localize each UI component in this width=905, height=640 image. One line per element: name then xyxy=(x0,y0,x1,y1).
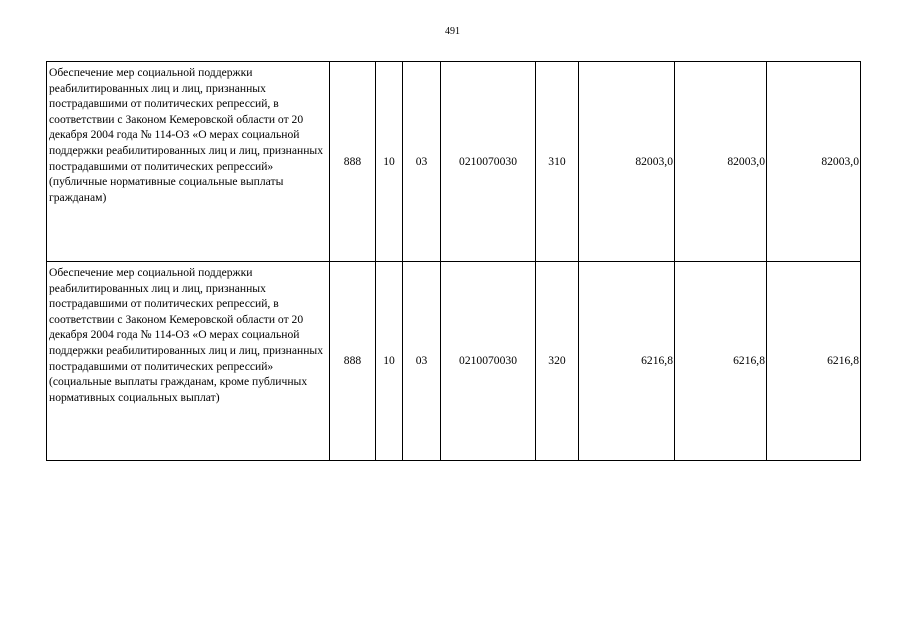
ministry-code-cell: 888 xyxy=(330,262,376,461)
table-row xyxy=(47,62,861,262)
page-number: 491 xyxy=(445,26,460,37)
subsection-code-cell: 03 xyxy=(403,62,441,262)
amount-cell-2: 82003,0 xyxy=(675,62,767,262)
section-code-cell: 10 xyxy=(376,62,403,262)
expense-name-cell: Обеспечение мер социальной поддержки реабилитированных лиц и лиц, признанных пострадавшими от политических репрессий, в соответствии с Законом Кемеровской области от 20 декабря 2004 года № 114-ОЗ «О мерах социальной поддержки реабилитированных лиц и лиц, признанных пострадавшими от политических репрессий» (публичные нормативные социальные выплаты гражданам) xyxy=(47,62,330,262)
target-article-cell: 0210070030 xyxy=(441,262,536,461)
table-row xyxy=(47,262,861,461)
expense-name-cell: Обеспечение мер социальной поддержки реабилитированных лиц и лиц, признанных пострадавшими от политических репрессий, в соответствии с Законом Кемеровской области от 20 декабря 2004 года № 114-ОЗ «О мерах социальной поддержки реабилитированных лиц и лиц, признанных пострадавшими от политических репрессий» (социальные выплаты гражданам, кроме публичных нормативных социальных выплат) xyxy=(47,262,330,461)
section-code-cell: 10 xyxy=(376,262,403,461)
amount-cell-1: 82003,0 xyxy=(579,62,675,262)
expense-type-cell: 320 xyxy=(536,262,579,461)
amount-cell-2: 6216,8 xyxy=(675,262,767,461)
amount-cell-3: 82003,0 xyxy=(767,62,861,262)
amount-cell-3: 6216,8 xyxy=(767,262,861,461)
ministry-code-cell: 888 xyxy=(330,62,376,262)
subsection-code-cell: 03 xyxy=(403,262,441,461)
expense-type-cell: 310 xyxy=(536,62,579,262)
amount-cell-1: 6216,8 xyxy=(579,262,675,461)
target-article-cell: 0210070030 xyxy=(441,62,536,262)
budget-table xyxy=(46,61,861,461)
